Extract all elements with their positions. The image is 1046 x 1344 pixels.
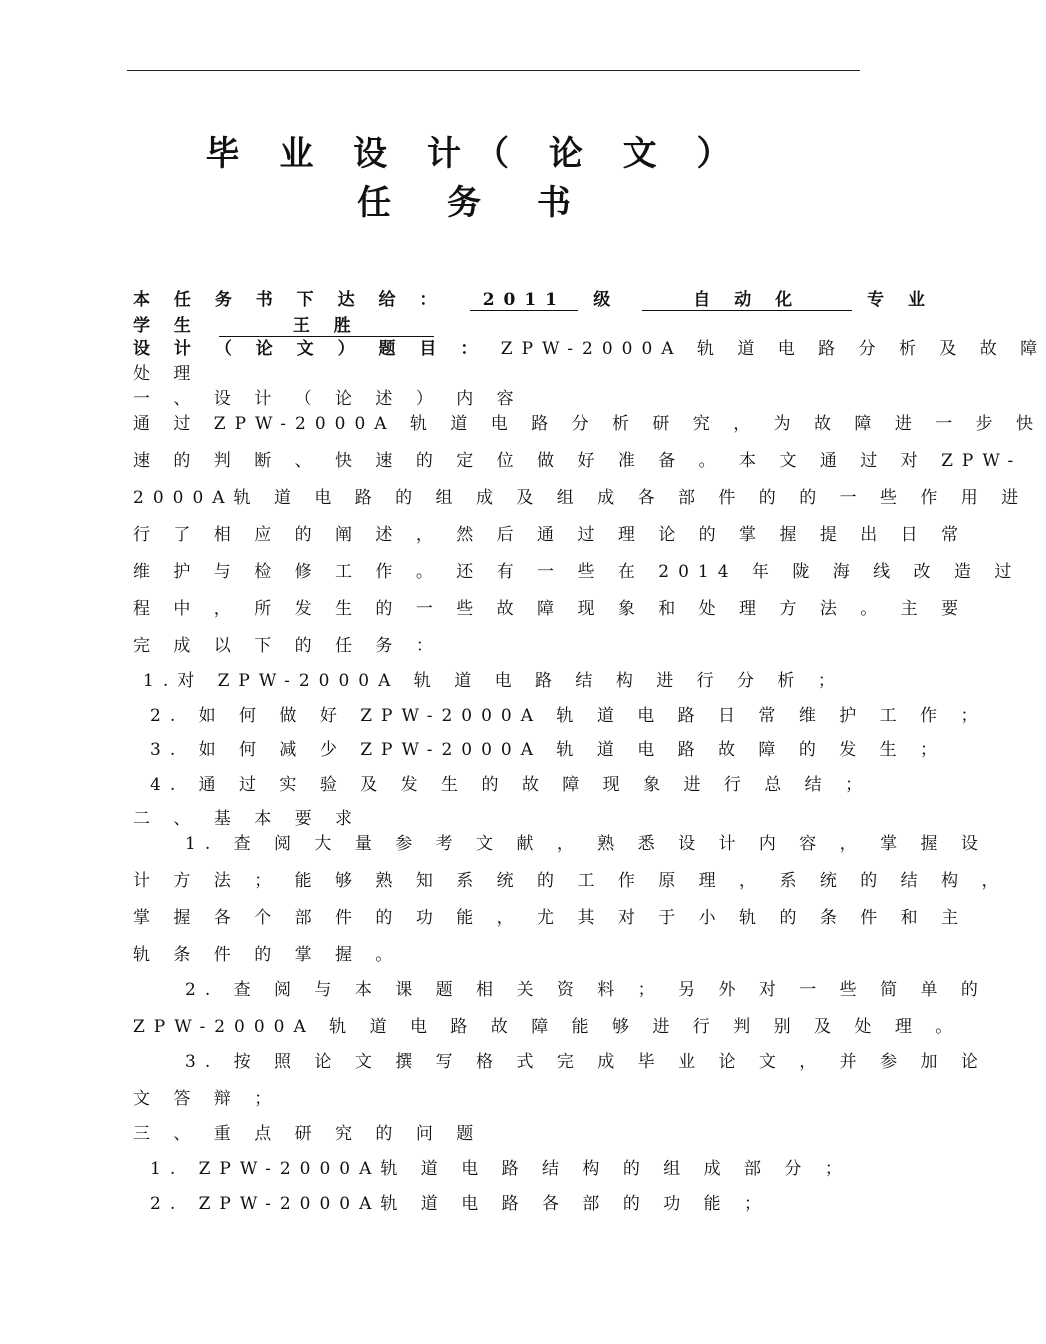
section2-heading: 二 、 基 本 要 求 [133, 809, 362, 829]
document-title: 毕 业 设 计（ 论 文 ） [205, 134, 745, 174]
year-field: 2011 [470, 290, 578, 311]
document-subtitle: 任 务 书 [357, 183, 593, 223]
section2-line: 掌 握 各 个 部 件 的 功 能 ， 尤 其 对 于 小 轨 的 条 件 和 主 [133, 908, 968, 928]
section2-line: 3. 按 照 论 文 撰 写 格 式 完 成 毕 业 论 文 ， 并 参 加 论 [185, 1052, 987, 1072]
task-item: 3. 如 何 减 少 ZPW-2000A 轨 道 电 路 故 障 的 发 生 ； [150, 740, 947, 760]
section2-line: 文 答 辩 ； [133, 1089, 281, 1109]
section1-line: 速 的 判 断 、 快 速 的 定 位 做 好 准 备 。 本 文 通 过 对 ZPW- [133, 451, 1023, 471]
section2-line: 2. 查 阅 与 本 课 题 相 关 资 料 ； 另 外 对 一 些 简 单 的 [185, 980, 987, 1000]
section2-line: 计 方 法 ； 能 够 熟 知 系 统 的 工 作 原 理 ， 系 统 的 结 构 ， [133, 871, 1008, 891]
section1-line: 程 中 ， 所 发 生 的 一 些 故 障 现 象 和 处 理 方 法 。 主 要 [133, 599, 968, 619]
issued-to-label: 本 任 务 书 下 达 给 ： [133, 290, 446, 310]
section1-line: 完 成 以 下 的 任 务 ： [133, 636, 442, 656]
section2-line: 1. 查 阅 大 量 参 考 文 献 ， 熟 悉 设 计 内 容 ， 掌 握 设 [185, 834, 987, 854]
student-name-field: 王 胜 [219, 311, 434, 337]
major-field: 自 动 化 [642, 285, 852, 311]
student-label: 学 生 [133, 316, 200, 336]
section1-line: 通 过 ZPW-2000A 轨 道 电 路 分 析 研 究 ， 为 故 障 进 一 步 快 [133, 414, 1043, 434]
task-item: 2. 如 何 做 好 ZPW-2000A 轨 道 电 路 日 常 维 护 工 作 ； [150, 706, 987, 726]
section2-line: ZPW-2000A 轨 道 电 路 故 障 能 够 进 行 判 别 及 处 理 。 [133, 1017, 962, 1037]
topic-continuation: 处 理 [133, 364, 200, 384]
section1-line: 行 了 相 应 的 阐 述 ， 然 后 通 过 理 论 的 掌 握 提 出 日 常 [133, 525, 968, 545]
section2-line: 轨 条 件 的 掌 握 。 [133, 945, 402, 965]
topic-row [133, 334, 1046, 359]
task-item: 4. 通 过 实 验 及 发 生 的 故 障 现 象 进 行 总 结 ； [150, 775, 872, 795]
topic-text: ZPW-2000A 轨 道 电 路 分 析 及 故 障 [500, 339, 1046, 359]
header-rule [127, 70, 860, 71]
major-label: 专 业 [867, 290, 935, 310]
research-item: 1. ZPW-2000A轨 道 电 路 结 构 的 组 成 部 分 ； [150, 1159, 851, 1179]
topic-label: 设 计 （ 论 文 ） 题 目 ： [133, 339, 487, 359]
task-item: 1.对 ZPW-2000A 轨 道 电 路 结 构 进 行 分 析 ； [143, 671, 844, 691]
section1-line: 维 护 与 检 修 工 作 。 还 有 一 些 在 2014 年 陇 海 线 改 造 过 [133, 562, 1021, 582]
section1-line: 2000A轨 道 电 路 的 组 成 及 组 成 各 部 件 的 的 一 些 作 用 进 [133, 488, 1028, 508]
section1-heading: 一 、 设 计 （ 论 述 ） 内 容 [133, 389, 523, 409]
issued-to-row [133, 285, 934, 311]
grade-label: 级 [593, 290, 620, 310]
research-item: 2. ZPW-2000A轨 道 电 路 各 部 的 功 能 ； [150, 1194, 771, 1214]
section3-heading: 三 、 重 点 研 究 的 问 题 [133, 1124, 483, 1144]
